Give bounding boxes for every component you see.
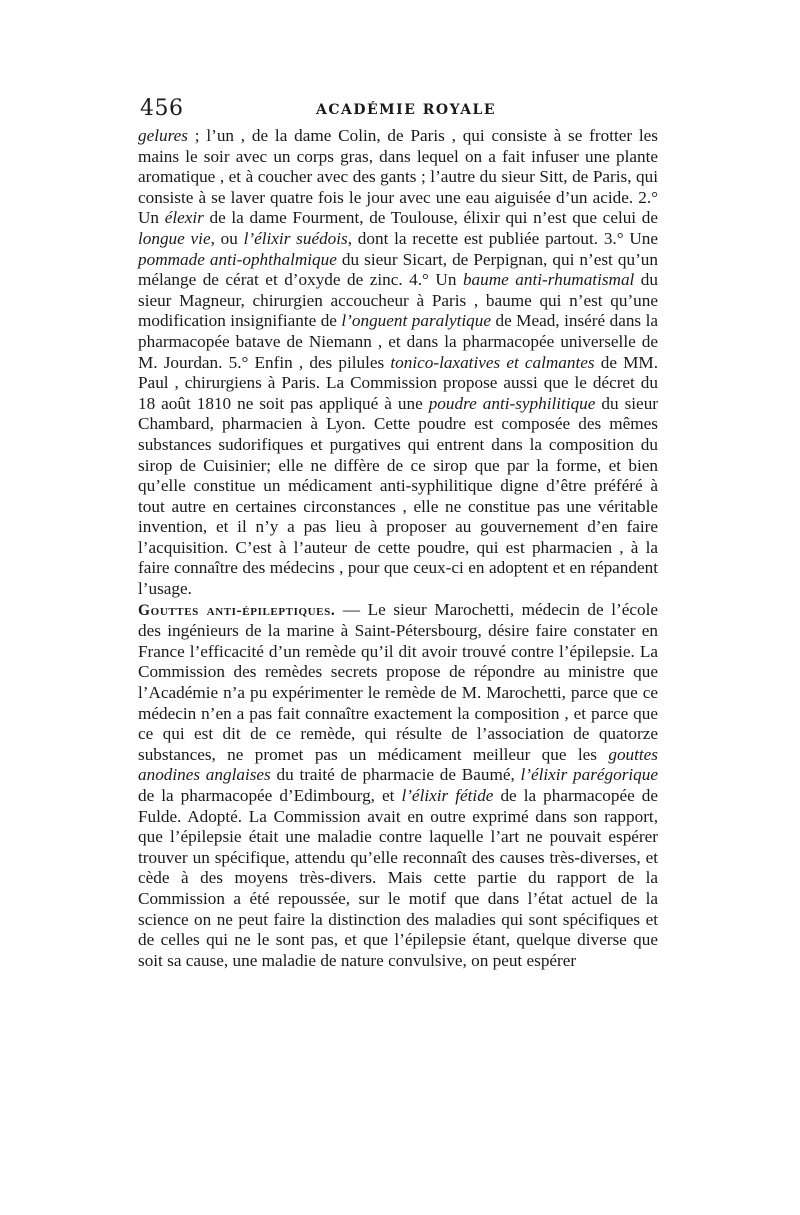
paragraph-remedies bbox=[138, 126, 658, 600]
text-run: de la dame Fourment, de Toulouse, élixir qui n’est que celui de bbox=[203, 208, 658, 228]
page-number: 456 bbox=[140, 96, 184, 121]
running-head: ACADÉMIE ROYALE bbox=[316, 102, 497, 118]
italic-phrase: tonico-laxatives et calmantes bbox=[390, 352, 595, 372]
text-run: de Mead, inséré dans la pharmacopée batave de Niemann , et dans la pharmacopée universelle de M. Jourdan. 5.° Enfin , des pilules bbox=[138, 311, 658, 372]
text-run: , dont la recette est publiée partout. 3.° Une bbox=[347, 228, 659, 248]
italic-phrase: l’onguent paralytique bbox=[341, 311, 491, 331]
paragraph-anti-epileptic-drops bbox=[138, 600, 658, 972]
text-run: de la pharmacopée d’Edimbourg, et bbox=[138, 786, 402, 805]
italic-phrase: l’élixir suédois bbox=[243, 228, 348, 248]
italic-phrase: gelures bbox=[138, 126, 188, 145]
italic-phrase: élexir bbox=[164, 208, 204, 228]
italic-phrase: l’élixir fétide bbox=[401, 786, 494, 805]
text-run: de MM. Paul , chirurgiens à Paris. La Commission propose aussi que le décret du 18 août 1810 ne soit pas appliqué à une bbox=[138, 352, 658, 413]
text-run: du sieur Sicart, de Perpignan, qui n’est qu’un mélange de cérat et d’oxyde de zinc. 4.° Un bbox=[138, 249, 658, 290]
text-run: — Le sieur Marochetti, médecin de l’école des ingénieurs de la marine à Saint-Pétersbourg, désire faire constater en France l’efficacité d’un remède qu’il dit avoir trouvé contre l’épilepsie. La Commission des remèdes secrets propose de répondre au ministre que l’Académie n’a pu expérimenter le remède de M. Marochetti, parce que ce médecin n’en a pas fait connaître exactement la composition , et parce que ce qui est dit de ce remède, qui résulte de l’association de quatorze substances, ne promet pas un médicament meilleur que les bbox=[138, 599, 658, 764]
italic-phrase: l’élixir parégorique bbox=[520, 765, 658, 785]
text-run: , ou bbox=[210, 228, 244, 248]
text-run: du sieur Magneur, chirurgien accoucheur à Paris , baume qui n’est qu’une modification insignifiante de bbox=[138, 270, 658, 331]
text-run: du traité de pharmacie de Baumé, bbox=[270, 765, 521, 785]
book-page bbox=[138, 90, 658, 971]
text-run: ; l’un , de la dame Colin, de Paris , qui consiste à se frotter les mains le soir avec un corps gras, dans lequel on a fait infuser une plante aromatique , et à coucher avec des gants ; l’autre du sieur Sitt, de Paris, qui consiste à se laver quatre fois le jour avec une eau aiguisée d’un acide. 2.° Un bbox=[138, 126, 658, 228]
italic-phrase: baume anti-rhumatismal bbox=[462, 270, 635, 290]
text-run: de la pharmacopée de Fulde. Adopté. La Commission avait en outre exprimé dans son rapport, que l’épilepsie était une maladie contre laquelle l’art ne pouvait espérer trouver un spécifique, attendu qu’elle reconnaît des causes très-diverses, et cède à des moyens très-divers. Mais cette partie du rapport de la Commission a été repoussée, sur le motif que dans l’état actuel de la science on ne peut faire la distinction des maladies qui sont spécifiques et de celles qui ne le sont pas, et que l’épilepsie étant, quelque diverse que soit sa cause, une maladie de nature convulsive, on peut espérer bbox=[138, 786, 659, 970]
section-heading: Gouttes anti-épileptiques. bbox=[138, 601, 336, 619]
text-run: du sieur Chambard, pharmacien à Lyon. Cette poudre est composée des mêmes substances sudorifiques et purgatives qui entrent dans la composition du sirop de Cuisinier; elle ne diffère de ce sirop que par la forme, et bien qu’elle constitue un médicament anti-syphilitique digne d’être préféré à tout autre en certaines circonstances , elle ne constitue pas une véritable invention, et il n’y a pas lieu à proposer au gouvernement d’en faire l’acquisition. C’est à l’auteur de cette poudre, qui est pharmacien , à la faire connaître des médecins , pour que ceux-ci en adoptent et en répandent l’usage. bbox=[138, 393, 659, 599]
italic-phrase: pommade anti-ophthalmique bbox=[138, 249, 337, 269]
italic-phrase: longue vie bbox=[138, 228, 211, 248]
italic-phrase: poudre anti-syphilitique bbox=[428, 393, 596, 413]
page-header bbox=[138, 90, 658, 126]
italic-phrase: gouttes anodines anglaises bbox=[138, 744, 658, 785]
